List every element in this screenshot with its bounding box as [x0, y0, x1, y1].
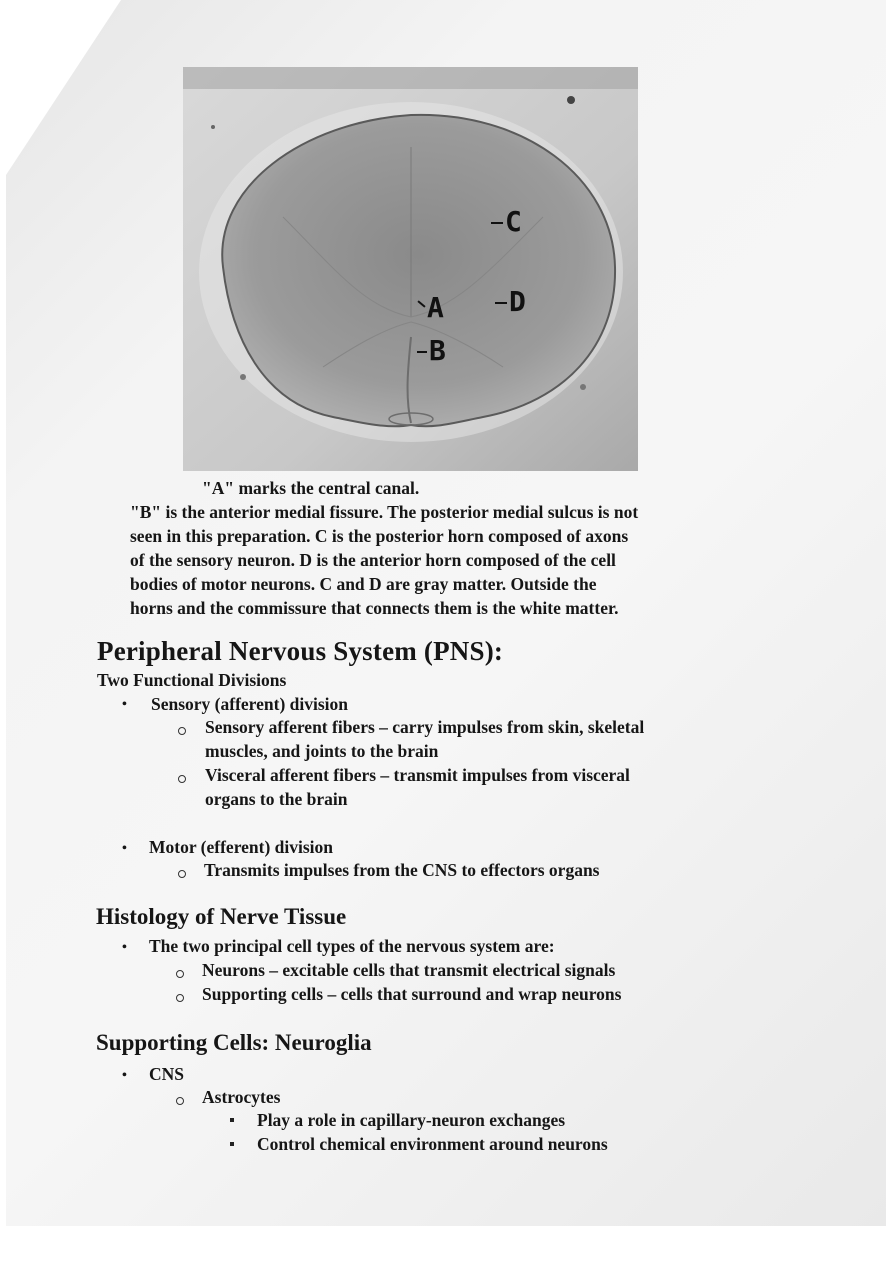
bullet-icon: •	[122, 1068, 127, 1083]
histology-item-2: Supporting cells – cells that surround and wrap neurons	[202, 984, 622, 1004]
caption-line: bodies of motor neurons. C and D are gray matter. Outside the	[130, 574, 597, 594]
caption-line: "B" is the anterior medial fissure. The posterior medial sulcus is not	[130, 502, 639, 522]
circle-bullet-icon	[176, 970, 184, 978]
astrocyte-role-2: Control chemical environment around neurons	[257, 1134, 608, 1154]
circle-bullet-icon	[178, 727, 186, 735]
bullet-icon: •	[122, 841, 127, 856]
astrocyte-role-1: Play a role in capillary-neuron exchanges	[257, 1110, 566, 1130]
caption-line: horns and the commissure that connects them is the white matter.	[130, 598, 619, 618]
astrocytes-item: Astrocytes	[202, 1087, 281, 1107]
supporting-heading: Supporting Cells: Neuroglia	[96, 1030, 372, 1055]
motor-item-1: Transmits impulses from the CNS to effectors organs	[204, 860, 600, 880]
histology-heading: Histology of Nerve Tissue	[96, 904, 347, 929]
sensory-item-2: Visceral afferent fibers – transmit impulses from visceral	[205, 765, 630, 785]
spinal-cord-micrograph	[183, 67, 638, 471]
pns-subheading: Two Functional Divisions	[97, 670, 287, 690]
pns-heading: Peripheral Nervous System (PNS):	[97, 636, 504, 666]
cns-item: CNS	[149, 1064, 185, 1084]
caption-line: "A" marks the central canal.	[202, 478, 420, 498]
label-a: A	[427, 291, 444, 324]
sensory-item-2-cont: organs to the brain	[205, 789, 348, 809]
pointer-b	[417, 351, 427, 353]
square-bullet-icon	[230, 1142, 234, 1146]
motor-division: Motor (efferent) division	[149, 837, 334, 857]
pointer-c	[491, 222, 503, 224]
folded-corner	[6, 0, 121, 175]
caption-line: of the sensory neuron. D is the anterior horn composed of the cell	[130, 550, 616, 570]
circle-bullet-icon	[178, 775, 186, 783]
histology-intro: The two principal cell types of the nervous system are:	[149, 936, 555, 956]
label-b: B	[429, 334, 446, 367]
histology-item-1: Neurons – excitable cells that transmit electrical signals	[202, 960, 616, 980]
paper-sheet	[6, 0, 886, 1226]
label-d: D	[509, 285, 526, 318]
bullet-icon: •	[122, 697, 127, 712]
square-bullet-icon	[230, 1118, 234, 1122]
bullet-icon: •	[122, 940, 127, 955]
figure-caption	[130, 476, 770, 620]
sensory-division: Sensory (afferent) division	[151, 694, 349, 714]
circle-bullet-icon	[176, 1097, 184, 1105]
circle-bullet-icon	[176, 994, 184, 1002]
pointer-d	[495, 302, 507, 304]
caption-line: seen in this preparation. C is the posterior horn composed of axons	[130, 526, 629, 546]
sensory-item-1-cont: muscles, and joints to the brain	[205, 741, 439, 761]
cord-outline	[222, 115, 615, 426]
sensory-item-1: Sensory afferent fibers – carry impulses from skin, skeletal	[205, 717, 645, 737]
label-c: C	[505, 205, 522, 238]
circle-bullet-icon	[178, 870, 186, 878]
